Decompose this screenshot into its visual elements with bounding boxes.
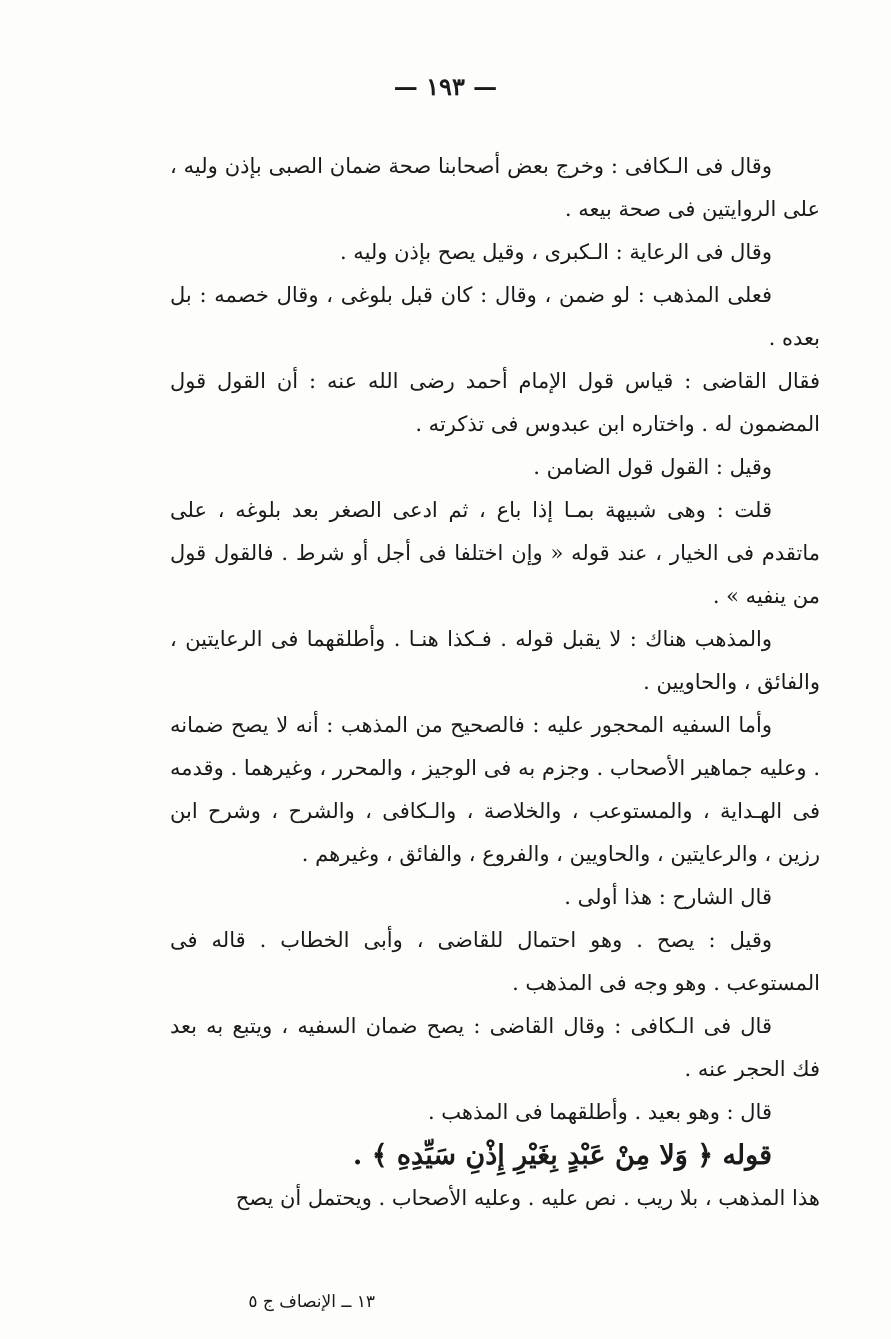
footer-signature: ١٣ ــ الإنصاف ج ٥ [248,1292,375,1312]
paragraph-sharih: قال الشارح : هذا أولى . [564,885,772,909]
text-body [170,145,820,1220]
page-number: — ١٩٣ — [393,72,498,101]
paragraph-madhhab-hunak: والمذهب هناك : لا يقبل قوله . فـكذا هنـا . وأطلقهما فى الرعايتين ، والفائق ، والحاويين . [170,627,820,694]
paragraph-qila-yasih: وقيل : يصح . وهو احتمال للقاضى ، وأبى الخطاب . قاله فى المستوعب . وهو وجه فى المذهب . [170,928,820,995]
paragraph-ba'id: قال : وهو بعيد . وأطلقهما فى المذهب . [427,1100,772,1124]
paragraph-last: هذا المذهب ، بلا ريب . نص عليه . وعليه الأصحاب . ويحتمل أن يصح [235,1186,820,1210]
paragraph-ala-madhhab: فعلى المذهب : لو ضمن ، وقال : كان قبل بلوغى ، وقال خصمه : بل بعده . [170,283,820,350]
paragraph-kafi-sabi: وقال فى الـكافى : وخرج بعض أصحابنا صحة ضمان الصبى بإذن وليه ، على الروايتين فى صحة بيعه . [170,154,820,221]
paragraph-qadi-qiyas: فقال القاضى : قياس قول الإمام أحمد رضى الله عنه : أن القول قول المضمون له . واختاره ابن عبدوس فى تذكرته . [170,369,820,436]
paragraph-riaya: وقال فى الرعاية : الـكبرى ، وقيل يصح بإذن وليه . [339,240,772,264]
paragraph-qultu: قلت : وهى شبيهة بمـا إذا باع ، ثم ادعى الصغر بعد بلوغه ، على ماتقدم فى الخيار ، عند قوله « وإن اختلفا فى أجل أو شرط . فالقول قول من ينفيه » . [170,498,820,608]
paragraph-kafi-safih: قال فى الـكافى : وقال القاضى : يصح ضمان السفيه ، ويتبع به بعد فك الحجر عنه . [170,1014,820,1081]
quran-heading: قوله ﴿ وَلا مِنْ عَبْدٍ بِغَيْرِ إِذْنِ سَيِّدِهِ ﴾ . [352,1140,772,1171]
paragraph-qawl-damin: وقيل : القول قول الضامن . [533,455,772,479]
paragraph-safih: وأما السفيه المحجور عليه : فالصحيح من المذهب : أنه لا يصح ضمانه . وعليه جماهير الأصحاب . وجزم به فى الوجيز ، والمحرر ، وغيرهما . وقدمه فى الهـداية ، والمستوعب ، والخلاصة ، والـكافى ، والشرح ، وشرح ابن رزين ، والرعايتين ، والحاويين ، والفروع ، والفائق ، وغيرهم . [170,713,820,866]
